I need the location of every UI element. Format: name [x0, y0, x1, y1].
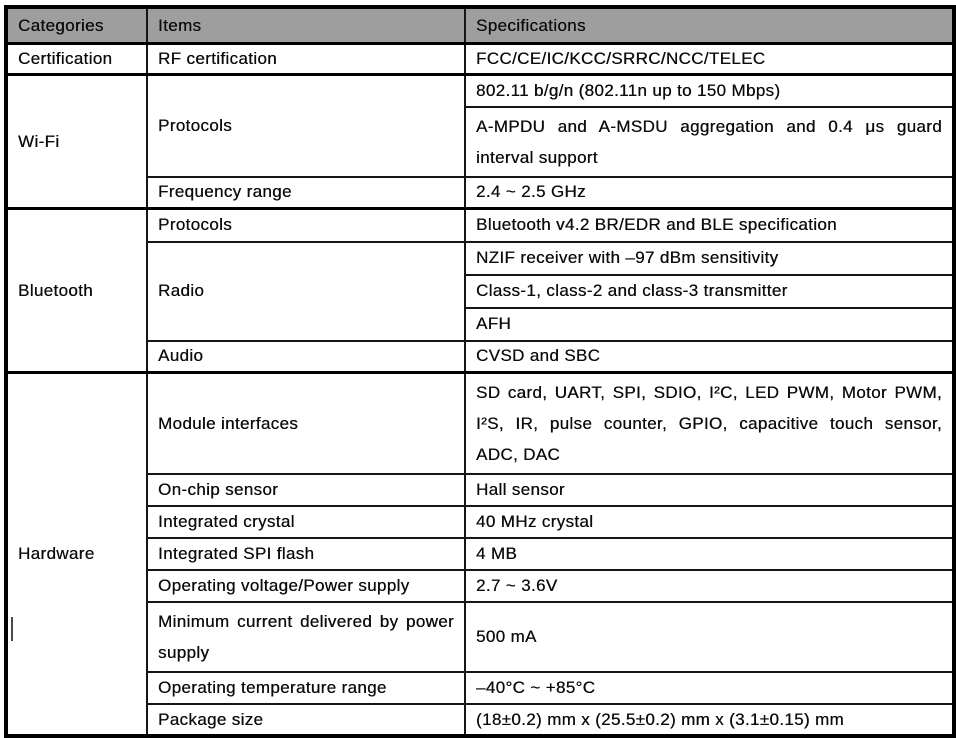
table-row: [6, 44, 954, 75]
category-cell-hardware: Hardware: [6, 373, 147, 737]
item-cell-bt-audio: Audio: [147, 341, 465, 373]
table-row: [6, 704, 954, 736]
item-cell-integrated-crystal: Integrated crystal: [147, 506, 465, 538]
category-cell-bluetooth: Bluetooth: [6, 209, 147, 373]
spec-cell-bt-afh: AFH: [465, 308, 954, 341]
table-row: [6, 75, 954, 107]
item-cell-spi-flash: Integrated SPI flash: [147, 538, 465, 570]
category-cell-wifi: Wi-Fi: [6, 75, 147, 209]
table-row: [6, 602, 954, 672]
spec-cell-spi-flash: 4 MB: [465, 538, 954, 570]
spec-cell-module-interfaces: SD card, UART, SPI, SDIO, I²C, LED PWM, Motor PWM, I²S, IR, pulse counter, GPIO, capacitive touch sensor, ADC, DAC: [465, 373, 954, 475]
table-row: [6, 474, 954, 506]
spec-cell-frequency-range: 2.4 ~ 2.5 GHz: [465, 177, 954, 209]
spec-cell-bt-class: Class-1, class-2 and class-3 transmitter: [465, 275, 954, 308]
table-row: [6, 177, 954, 209]
scan-artifact-mark: [11, 617, 13, 641]
spec-cell-operating-temperature: –40°C ~ +85°C: [465, 672, 954, 704]
spec-cell-minimum-current: 500 mA: [465, 602, 954, 672]
table-row: [6, 538, 954, 570]
table-row: [6, 209, 954, 242]
table-row: [6, 242, 954, 275]
spec-cell-bt-audio: CVSD and SBC: [465, 341, 954, 373]
spec-cell-package-size: (18±0.2) mm x (25.5±0.2) mm x (3.1±0.15) mm: [465, 704, 954, 736]
spec-cell-operating-voltage: 2.7 ~ 3.6V: [465, 570, 954, 602]
spec-cell-rf-certification: FCC/CE/IC/KCC/SRRC/NCC/TELEC: [465, 44, 954, 75]
table-header-row: [6, 7, 954, 44]
item-cell-operating-voltage: Operating voltage/Power supply: [147, 570, 465, 602]
item-cell-frequency-range: Frequency range: [147, 177, 465, 209]
header-cell-items: Items: [147, 7, 465, 44]
item-cell-bt-protocols: Protocols: [147, 209, 465, 242]
header-cell-specifications: Specifications: [465, 7, 954, 44]
item-cell-onchip-sensor: On-chip sensor: [147, 474, 465, 506]
spec-cell-bt-nzif: NZIF receiver with –97 dBm sensitivity: [465, 242, 954, 275]
header-cell-categories: Categories: [6, 7, 147, 44]
table-row: [6, 672, 954, 704]
spec-cell-onchip-sensor: Hall sensor: [465, 474, 954, 506]
item-cell-operating-temperature: Operating temperature range: [147, 672, 465, 704]
specifications-table: [4, 5, 956, 738]
table-row: [6, 341, 954, 373]
item-cell-bt-radio: Radio: [147, 242, 465, 341]
spec-cell-integrated-crystal: 40 MHz crystal: [465, 506, 954, 538]
spec-cell-wifi-80211: 802.11 b/g/n (802.11n up to 150 Mbps): [465, 75, 954, 107]
item-cell-rf-certification: RF certification: [147, 44, 465, 75]
item-cell-wifi-protocols: Protocols: [147, 75, 465, 177]
category-cell-certification: Certification: [6, 44, 147, 75]
spec-cell-wifi-ampdu: A-MPDU and A-MSDU aggregation and 0.4 μs guard interval support: [465, 107, 954, 177]
table-row: [6, 506, 954, 538]
table-row: [6, 373, 954, 475]
item-cell-minimum-current: Minimum current delivered by power supply: [147, 602, 465, 672]
spec-cell-bt-protocols: Bluetooth v4.2 BR/EDR and BLE specification: [465, 209, 954, 242]
item-cell-package-size: Package size: [147, 704, 465, 736]
table-row: [6, 570, 954, 602]
item-cell-module-interfaces: Module interfaces: [147, 373, 465, 475]
